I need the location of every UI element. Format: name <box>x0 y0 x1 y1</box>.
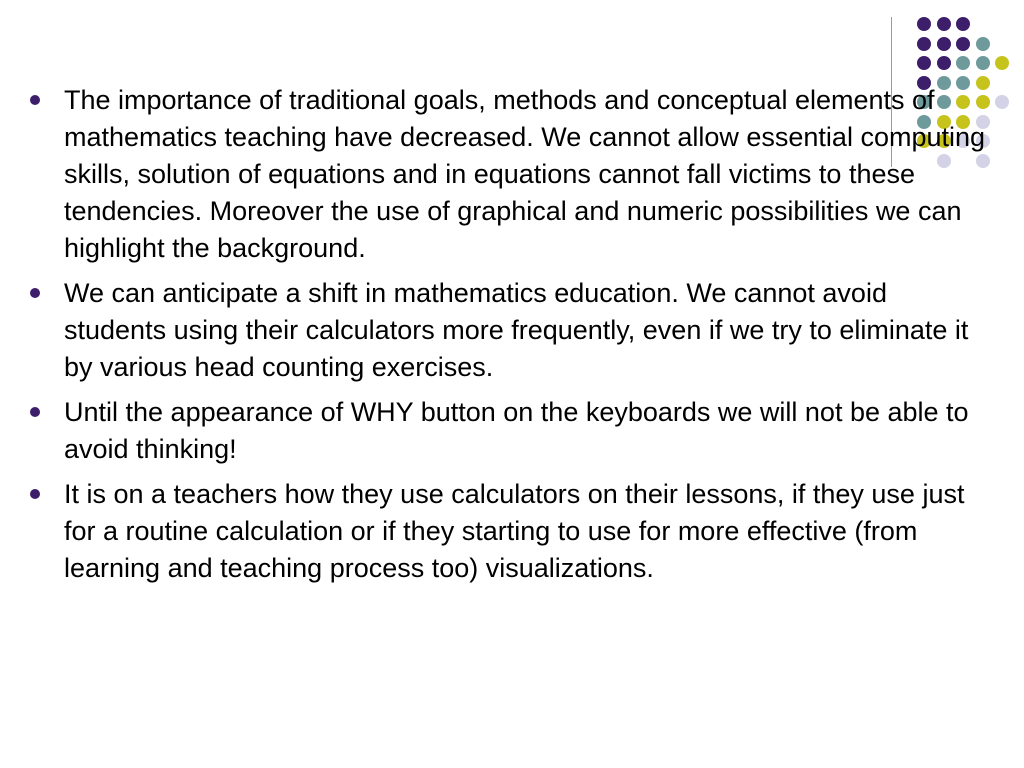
bullet-text: It is on a teachers how they use calculators on their lessons, if they use just for a routine calculation or if they starting to use for more effective (from learning and teaching process too) visualizations. <box>64 479 965 583</box>
bullet-dot-icon <box>30 407 40 417</box>
bullet-dot-icon <box>30 288 40 298</box>
decorative-dot <box>917 37 931 51</box>
bullet-item-3 <box>28 394 988 468</box>
decorative-dot <box>995 56 1009 70</box>
decorative-dot <box>937 17 951 31</box>
bullet-dot-icon <box>30 489 40 499</box>
decorative-dot <box>937 56 951 70</box>
decorative-dot <box>995 95 1009 109</box>
decorative-dot <box>917 56 931 70</box>
bullet-text: The importance of traditional goals, methods and conceptual elements of mathematics teaching have decreased. We cannot allow essential computing skills, solution of equations and in equations cannot fall victims to these tendencies. Moreover the use of graphical and numeric possibilities we can highlight the background. <box>64 85 986 263</box>
bullet-list <box>28 82 988 587</box>
bullet-text: We can anticipate a shift in mathematics education. We cannot avoid students using their calculators more frequently, even if we try to eliminate it by various head counting exercises. <box>64 278 969 382</box>
slide-body <box>28 82 988 595</box>
decorative-dot <box>956 37 970 51</box>
bullet-text: Until the appearance of WHY button on the keyboards we will not be able to avoid thinking! <box>64 397 969 464</box>
decorative-dot <box>976 37 990 51</box>
decorative-dot <box>956 17 970 31</box>
bullet-item-1 <box>28 82 988 267</box>
decorative-dot <box>956 56 970 70</box>
decorative-dot <box>917 17 931 31</box>
bullet-item-4 <box>28 476 988 587</box>
bullet-dot-icon <box>30 95 40 105</box>
decorative-dot <box>976 56 990 70</box>
bullet-item-2 <box>28 275 988 386</box>
decorative-dot <box>937 37 951 51</box>
